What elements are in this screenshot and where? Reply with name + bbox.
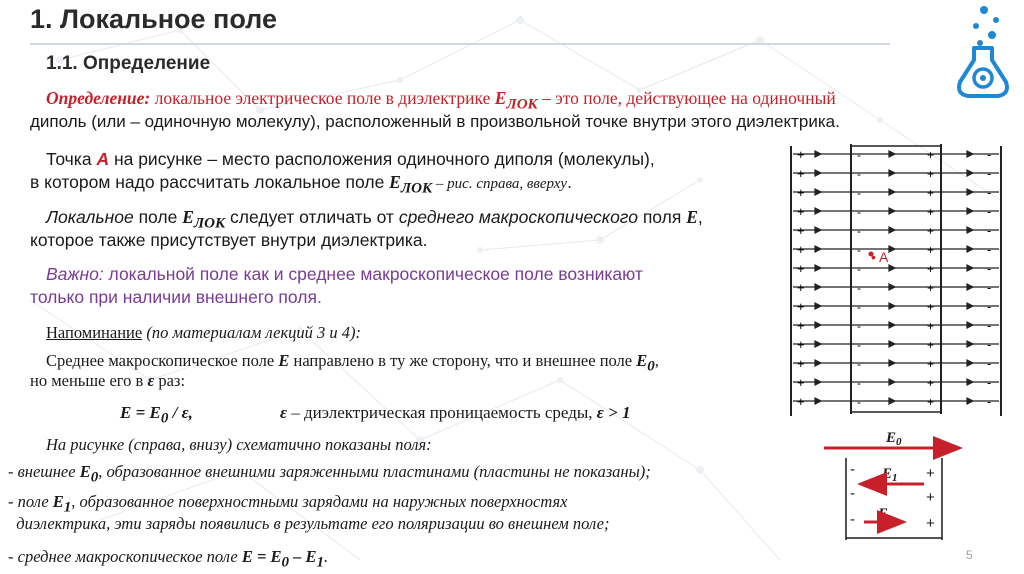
average-text-3: но меньше его в [30,371,148,390]
plate-minus-charge: - [987,166,992,181]
surface-plus-charge: + [927,376,935,390]
reminder-label: Напоминание [46,323,143,342]
distinguish-text: поле [133,207,183,227]
surface-plus-charge: + [927,224,935,238]
field-arrowhead [889,322,895,328]
plate-minus-charge: - [987,394,992,409]
surface-minus-charge: - [857,167,861,181]
point-a-line-2 [30,171,572,200]
distinguish-text-2: следует отличать от [225,207,399,227]
title-divider [30,43,890,45]
important-line-1 [46,263,643,285]
e-lok-symbol: E [494,88,507,108]
surface-plus-charge: + [927,357,935,371]
figure-reference: – рис. справа, вверху [432,176,568,192]
surface-minus-charge: - [857,357,861,371]
reminder-source: (по материалам лекций 3 и 4): [142,323,362,342]
e-lok-subscript: ЛОК [506,96,538,113]
surface-minus-charge: - [857,300,861,314]
minus-charge-2: - [850,485,855,502]
important-text: локальной поле как и среднее макроскопическое поле возникают [103,264,643,284]
e-lok-subscript-3: ЛОК [193,215,226,232]
surface-minus-charge: - [857,205,861,219]
field-arrowhead [815,189,821,195]
field-arrowhead [889,398,895,404]
surface-minus-charge: - [857,243,861,257]
field-arrowhead [967,208,973,214]
important-lead: Важно: [46,264,104,284]
distinguish-text-3: поля [637,207,687,227]
page-number: 5 [966,548,973,562]
surface-minus-charge: - [857,319,861,333]
field-arrowhead [815,398,821,404]
plus-charge-2: + [926,489,935,506]
slide-title: 1. Локальное поле [30,4,277,34]
definition-text-2: – это поле, действующее на одиночный [537,88,836,108]
flask-logo-icon [950,2,1016,102]
surface-minus-charge: - [857,186,861,200]
plate-plus-charge: + [797,318,805,333]
field-e-line [8,546,328,573]
field-arrowhead [889,284,895,290]
plate-minus-charge: - [987,242,992,257]
e-lok-symbol-2: E [389,172,401,192]
formula-condition: ε > 1 [596,403,631,422]
plate-plus-charge: + [797,185,805,200]
surface-plus-charge: + [927,319,935,333]
formula-epsilon: ε [280,403,287,422]
field-arrowhead [967,360,973,366]
field-arrowhead [889,303,895,309]
surface-plus-charge: + [927,205,935,219]
surface-minus-charge: - [857,148,861,162]
surface-minus-charge: - [857,376,861,390]
plate-plus-charge: + [797,204,805,219]
field-e1-text: - поле [8,492,53,511]
fields-intro: На рисунке (справа, внизу) схематично показаны поля: [46,435,432,454]
surface-plus-charge: + [927,300,935,314]
field-e1-symbol: E [52,492,64,511]
plate-minus-charge: - [987,223,992,238]
e0-label: $E_0$ [886,430,902,448]
field-e-symbol: E = E [241,547,282,566]
field-arrowhead [889,360,895,366]
field-arrowhead [815,227,821,233]
plate-minus-charge: - [987,356,992,371]
macro-word: среднего макроскопического [398,207,638,227]
comma-2: , [654,351,659,370]
field-e1-line-2: диэлектрика, эти заряды появились в результате его поляризации во внешнем поле; [8,514,610,533]
plate-minus-charge: - [987,261,992,276]
field-arrowhead [967,303,973,309]
definition-lead: Определение: [46,88,151,108]
field-arrowhead [967,189,973,195]
distinguish-line-2: которое также присутствует внутри диэлектрика. [30,230,428,250]
field-arrowhead [967,170,973,176]
e-symbol: E [686,207,698,227]
plate-plus-charge: + [797,223,805,238]
plate-minus-charge: - [987,318,992,333]
minus-charge-3: - [850,511,855,528]
field-e-minus: – E [288,547,317,566]
surface-plus-charge: + [927,262,935,276]
plate-minus-charge: - [987,299,992,314]
field-e0-symbol: E [79,462,91,481]
field-arrowhead [967,284,973,290]
plate-plus-charge: + [797,261,805,276]
field-arrowhead [815,246,821,252]
definition-text: локальное электрическое поле в диэлектрике [150,88,495,108]
field-e0-desc: , образованное внешними заряженными пластинами (пластины не показаны); [98,462,651,481]
field-arrowhead [889,170,895,176]
comma: , [697,207,703,227]
plate-minus-charge: - [987,185,992,200]
period: . [567,172,572,192]
field-arrowhead [889,341,895,347]
formula-left-2: / ε, [168,403,193,422]
field-e0-text: - внешнее [8,462,80,481]
surface-minus-charge: - [857,281,861,295]
e0-symbol: E [636,351,648,370]
field-arrowhead [815,265,821,271]
definition-line-2: диполь (или – одиночную молекулу), расположенный в произвольной точке внутри этого диэлектрика. [30,112,840,131]
plate-minus-charge: - [987,375,992,390]
average-field-line-2 [30,370,185,391]
field-arrowhead [889,227,895,233]
local-word: Локальное [46,207,134,227]
field-arrowhead [815,284,821,290]
minus-charge-1: - [850,461,855,478]
field-arrowhead [815,360,821,366]
average-text-2: направлено в ту же сторону, что и внешнее поле [289,351,637,370]
surface-minus-charge: - [857,262,861,276]
e-lok-symbol-3: E [182,207,194,227]
formula-description [280,402,630,423]
point-a-text-2: на рисунке – место расположения одиночного диполя (молекулы), [109,149,655,169]
field-e0-subscript: 0 [90,469,99,486]
field-arrowhead [815,170,821,176]
field-arrowhead [967,341,973,347]
e1-label: $E_1$ [882,466,898,484]
plus-charge-3: + [926,515,935,532]
plate-plus-charge: + [797,280,805,295]
average-text-4: раз: [154,371,186,390]
field-e0-line [8,461,651,488]
surface-plus-charge: + [927,148,935,162]
field-arrowhead [889,151,895,157]
average-text: Среднее макроскопическое поле [46,351,279,370]
field-e1-subscript: 1 [63,499,72,516]
field-arrowhead [815,151,821,157]
field-arrowhead [815,208,821,214]
plate-plus-charge: + [797,166,805,181]
point-a-label: • A [871,249,889,265]
e-lok-subscript-2: ЛОК [400,180,433,197]
e0-subscript: 0 [647,358,655,375]
surface-minus-charge: - [857,338,861,352]
field-arrowhead [967,227,973,233]
plate-plus-charge: + [797,375,805,390]
field-arrowhead [967,322,973,328]
field-e-subscript-1: 1 [316,554,324,571]
formula-line [120,402,193,429]
field-arrowhead [967,379,973,385]
plate-minus-charge: - [987,280,992,295]
point-a-line-1 [46,148,655,170]
formula-text: – диэлектрическая проницаемость среды, [286,403,597,422]
surface-plus-charge: + [927,338,935,352]
surface-plus-charge: + [927,243,935,257]
important-line-2: только при наличии внешнего поля. [30,287,322,307]
field-arrowhead [815,303,821,309]
field-arrowhead [889,265,895,271]
field-arrowhead [815,322,821,328]
slide-subtitle: 1.1. Определение [46,53,211,74]
field-arrowhead [889,379,895,385]
point-a-text: Точка [46,149,97,169]
field-arrowhead [967,246,973,252]
surface-plus-charge: + [927,281,935,295]
field-arrowhead [889,189,895,195]
plate-plus-charge: + [797,299,805,314]
plate-plus-charge: + [797,337,805,352]
field-arrowhead [967,151,973,157]
point-a-symbol: A [96,149,110,169]
plate-plus-charge: + [797,147,805,162]
formula-subscript: 0 [160,410,169,427]
plate-plus-charge: + [797,356,805,371]
e-label: E [878,506,889,522]
surface-plus-charge: + [927,395,935,409]
plate-plus-charge: + [797,394,805,409]
field-e1-desc: , образованное поверхностными зарядами на наружных поверхностях [71,492,568,511]
epsilon-symbol: ε [147,371,155,390]
field-arrowhead [967,398,973,404]
field-arrowhead [815,379,821,385]
plate-minus-charge: - [987,337,992,352]
point-a-text-3: в котором надо рассчитать локальное поле [30,172,390,192]
field-arrowhead [889,208,895,214]
reminder-line [46,322,361,343]
dielectric-field-diagram [765,140,1015,420]
field-e-subscript-0: 0 [281,554,289,571]
field-vectors-diagram [820,428,980,540]
period-2: . [324,547,329,566]
plate-plus-charge: + [797,242,805,257]
surface-minus-charge: - [857,224,861,238]
field-arrowhead [889,246,895,252]
field-arrowhead [967,265,973,271]
field-arrowhead [815,341,821,347]
surface-plus-charge: + [927,186,935,200]
surface-minus-charge: - [857,395,861,409]
plate-minus-charge: - [987,204,992,219]
plus-charge-1: + [926,465,935,482]
plate-minus-charge: - [987,147,992,162]
e-symbol-avg: E [278,351,290,370]
formula-left: E = E [120,403,161,422]
field-e-text: - среднее макроскопическое поле [8,547,242,566]
surface-plus-charge: + [927,167,935,181]
